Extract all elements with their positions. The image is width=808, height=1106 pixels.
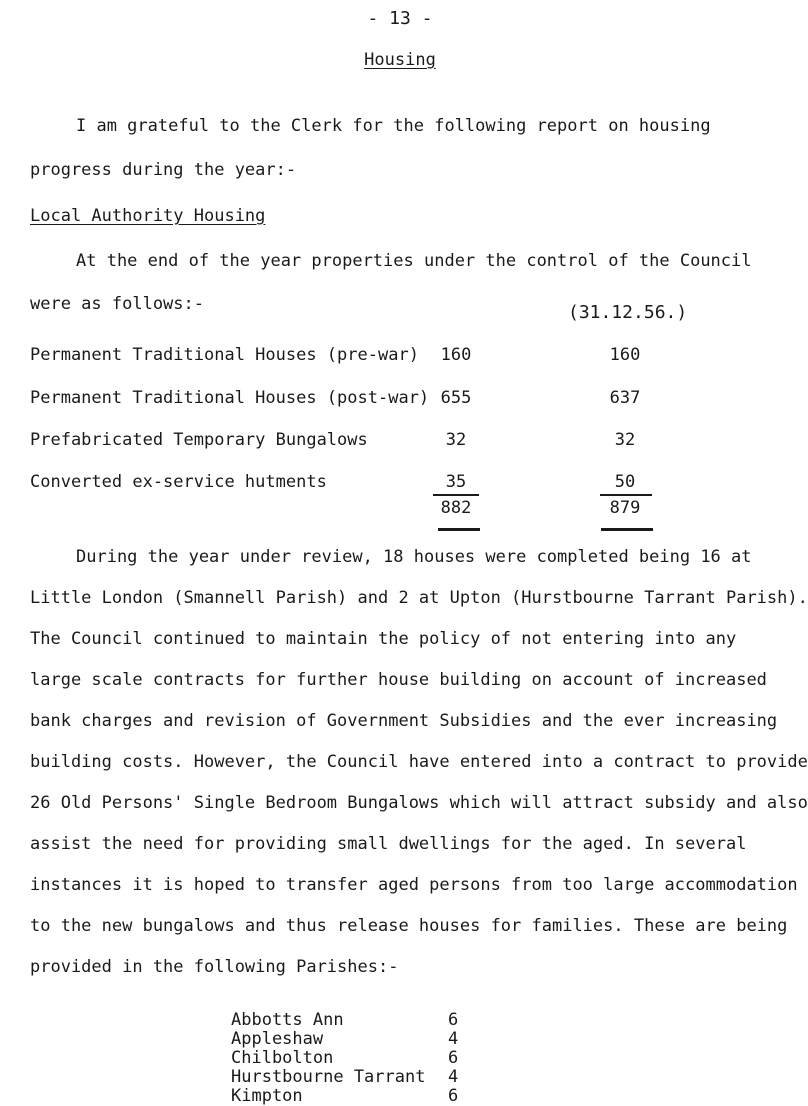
paragraph-line: The Council continued to maintain the policy of not entering into any <box>30 629 737 649</box>
parish-count: 4 <box>448 1029 459 1049</box>
property-value-col2: 637 <box>609 388 641 408</box>
paragraph-line: large scale contracts for further house building on account of increased <box>30 670 767 690</box>
property-value-col1: 655 <box>440 388 472 408</box>
parish-count: 6 <box>448 1086 459 1106</box>
column-header: (31.12.56.) <box>568 302 688 323</box>
property-value-col1: 35 <box>445 472 467 492</box>
property-value-col1: 160 <box>440 345 472 365</box>
intro-line-1: I am grateful to the Clerk for the following report on housing <box>76 116 711 136</box>
total-rule-col2 <box>600 494 652 496</box>
property-value-col2: 50 <box>614 472 636 492</box>
parish-name: Kimpton <box>231 1086 303 1106</box>
page-number: - 13 - <box>367 8 433 29</box>
page-title: Housing <box>364 50 436 70</box>
total-col2: 879 <box>609 498 641 518</box>
property-value-col2: 160 <box>609 345 641 365</box>
paragraph-line: provided in the following Parishes:- <box>30 957 399 977</box>
property-label: Permanent Traditional Houses (pre-war) <box>30 345 419 365</box>
lead-line-1: At the end of the year properties under the control of the Council <box>76 251 752 271</box>
property-value-col1: 32 <box>445 430 467 450</box>
parish-name: Appleshaw <box>231 1029 324 1049</box>
total-col1: 882 <box>440 498 472 518</box>
lead-line-2: were as follows:- <box>30 294 204 314</box>
paragraph-line: During the year under review, 18 houses were completed being 16 at <box>76 547 752 567</box>
property-label: Prefabricated Temporary Bungalows <box>30 430 368 450</box>
parish-name: Abbotts Ann <box>231 1010 344 1030</box>
paragraph-line: 26 Old Persons' Single Bedroom Bungalows which will attract subsidy and also <box>30 793 808 813</box>
double-rule-col2 <box>601 528 653 531</box>
double-rule-col1 <box>438 528 480 531</box>
total-rule-col1 <box>433 494 479 496</box>
parish-count: 6 <box>448 1010 459 1030</box>
section-heading: Local Authority Housing <box>30 206 266 226</box>
intro-line-2: progress during the year:- <box>30 160 297 180</box>
property-label: Converted ex-service hutments <box>30 472 327 492</box>
paragraph-line: assist the need for providing small dwellings for the aged. In several <box>30 834 747 854</box>
paragraph-line: to the new bungalows and thus release houses for families. These are being <box>30 916 788 936</box>
paragraph-line: instances it is hoped to transfer aged persons from too large accommodation <box>30 875 798 895</box>
parish-count: 6 <box>448 1048 459 1068</box>
parish-count: 4 <box>448 1067 459 1087</box>
paragraph-line: Little London (Smannell Parish) and 2 at Upton (Hurstbourne Tarrant Parish). <box>30 588 808 608</box>
parish-name: Hurstbourne Tarrant <box>231 1067 426 1087</box>
property-label: Permanent Traditional Houses (post-war) <box>30 388 430 408</box>
parish-name: Chilbolton <box>231 1048 334 1068</box>
paragraph-line: building costs. However, the Council have entered into a contract to provide <box>30 752 808 772</box>
property-value-col2: 32 <box>614 430 636 450</box>
paragraph-line: bank charges and revision of Government Subsidies and the ever increasing <box>30 711 778 731</box>
